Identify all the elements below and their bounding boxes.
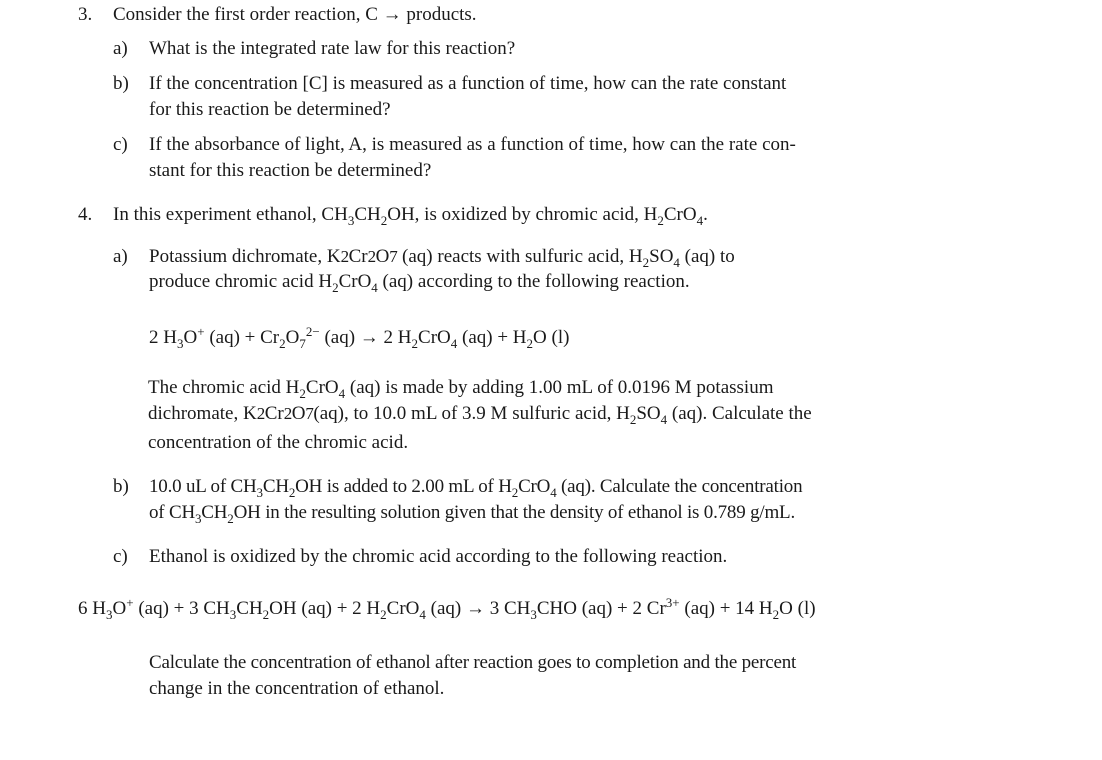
q3c-label: c) [113,134,128,155]
q4-stem: In this experiment ethanol, $CH_3CH_2OH$, is oxidized by chromic acid, $H_2CrO_4$. [113,204,708,228]
q4-number: 4. [78,204,93,225]
q4a-para-line2: dichromate, K2Cr2O7(aq), to 10.0 mL of 3.9 M sulfuric acid, $H_2SO_4$ (aq). Calculate the [148,403,812,427]
reaction-equation-1: 2 $H_3O^+$ $(aq) + Cr_2O_7^{2-}$ (aq) → 2 $H_2CrO_4$ $(aq) + H_2O$ (l) [149,324,570,351]
q3b-line1: If the concentration [C] is measured as a function of time, how can the rate constant [149,73,787,94]
q4a-para-line3: concentration of the chromic acid. [148,432,409,453]
q4b-line1: 10.0 uL of $CH_3CH_2OH$ is added to 2.00 mL of $H_2CrO_4$ (aq). Calculate the concentration [149,476,803,500]
q3a-text: What is the integrated rate law for this reaction? [149,38,516,59]
q3c-line1: If the absorbance of light, A, is measured as a function of time, how can the rate con- [149,134,796,155]
q4a-line1: Potassium dichromate, K2Cr2O7 (aq) reacts with sulfuric acid, $H_2SO_4$ (aq) to [149,246,735,270]
q4a-label: a) [113,246,128,267]
q3b-line2: for this reaction be determined? [149,99,391,120]
q3b-label: b) [113,73,129,94]
q3a-label: a) [113,38,128,59]
reaction-equation-2: 6 $H_3O^+$ (aq) + 3 $CH_3CH_2OH$ (aq) + 2 $H_2CrO_4$ (aq) → 3 $CH_3CHO$ (aq) + 2 $Cr^{3+}$ (aq) + 14 $H_2O$ (l) [78,595,816,622]
q4b-line2: of $CH_3CH_2OH$ in the resulting solution given that the density of ethanol is 0.789 g/mL. [149,502,796,526]
q4a-line2: produce chromic acid $H_2CrO_4$ (aq) according to the following reaction. [149,271,690,295]
q3c-line2: stant for this reaction be determined? [149,160,432,181]
q4a-para-line1: The chromic acid $H_2CrO_4$ (aq) is made by adding 1.00 mL of 0.0196 M potassium [148,377,774,401]
q4c-label: c) [113,546,128,567]
q4b-label: b) [113,476,129,497]
q3-stem: Consider the first order reaction, C → products. [113,4,477,25]
q3-number: 3. [78,4,93,25]
q4c-final-line2: change in the concentration of ethanol. [149,678,445,699]
q4c-text: Ethanol is oxidized by the chromic acid according to the following reaction. [149,546,728,567]
q4c-final-line1: Calculate the concentration of ethanol after reaction goes to completion and the percent [149,652,797,673]
